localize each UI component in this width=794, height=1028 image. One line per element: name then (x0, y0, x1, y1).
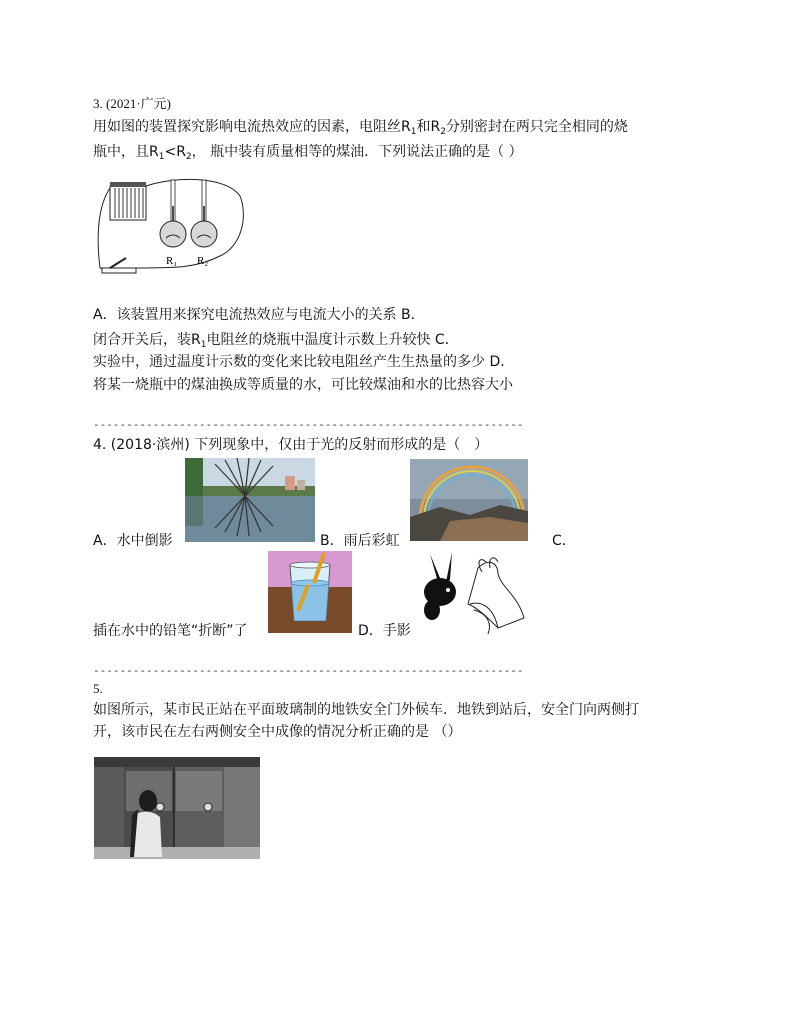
q3-stem-l2-a: 瓶中，且R (93, 144, 159, 160)
q4-photo-pencil (268, 551, 352, 633)
q3-stem-l1-a: 用如图的装置探究影响电流热效应的因素，电阻丝R (93, 119, 411, 135)
q5-stem-line1: 如图所示，某市民正站在平面玻璃制的地铁安全门外候车．地铁到站后，安全门向两侧打 (93, 702, 639, 718)
q3-stem-line1 (93, 117, 628, 142)
q3-options-line3: 实验中，通过温度计示数的变化来比较电阻丝产生生热量的多少 D． (93, 354, 515, 370)
q4-header: 4. (2018·滨州) 下列现象中，仅由于光的反射而形成的是（ ） (93, 437, 489, 453)
q4-option-b: B．雨后彩虹 (320, 533, 400, 549)
switch-icon (102, 258, 136, 273)
q3-fig-label-r2: R₂ (197, 255, 209, 267)
q3-stem-l1-sub1: 1 (410, 127, 417, 137)
separator-2: ----------------------------------------------------------------- (93, 664, 524, 677)
q3-stem-line2 (93, 142, 523, 167)
q4-option-a: A．水中倒影 (93, 533, 173, 549)
q3-opt-l2-a: 闭合开关后，装R (93, 332, 201, 348)
q3-options-line4: 将某一烧瓶中的煤油换成等质量的水，可比较煤油和水的比热容大小 (93, 377, 513, 393)
q3-header: 3. (2021·广元) (93, 96, 171, 111)
q3-stem-l1-sub2: 2 (440, 127, 446, 137)
q4-option-c: C． (552, 533, 576, 549)
q3-options-line1: A．该装置用来探究电流热效应与电流大小的关系 B． (93, 307, 425, 323)
flask-r2-icon (191, 221, 217, 247)
q5-stem-line2: 开，该市民在左右两侧安全中成像的情况分析正确的是 （） (93, 724, 462, 740)
q4-photo-rainbow (410, 459, 528, 541)
q3-stem-l2-c: ， 瓶中装有质量相等的煤油．下列说法正确的是（ ） (191, 144, 523, 160)
q5-photo-subway-door (94, 757, 260, 859)
q5-number: 5. (93, 681, 103, 696)
q4-option-c-text: 插在水中的铅笔“折断”了 (93, 623, 248, 639)
q3-stem-l1-b: 和R (416, 119, 441, 135)
q3-stem-l1-c: 分别密封在两只完全相同的烧 (445, 119, 628, 135)
q4-photo-hand-shadow (418, 548, 528, 636)
q3-stem-l2-sub1: 1 (158, 152, 165, 162)
q4-photo-reflection (185, 458, 315, 542)
q3-stem-l2-b: <R (164, 144, 186, 160)
q3-fig-label-r1: R₁ (166, 255, 178, 267)
flask-r1-icon (160, 221, 186, 247)
q4-option-d: D．手影 (358, 623, 411, 639)
q3-circuit-figure (96, 176, 246, 280)
separator-1: ----------------------------------------------------------------- (93, 418, 524, 431)
battery-icon (110, 182, 146, 220)
q3-stem-l2-sub2: 2 (185, 152, 192, 162)
q3-opt-l2-sub: 1 (200, 340, 207, 350)
q3-opt-l2-b: 电阻丝的烧瓶中温度计示数上升较快 C． (206, 332, 459, 348)
